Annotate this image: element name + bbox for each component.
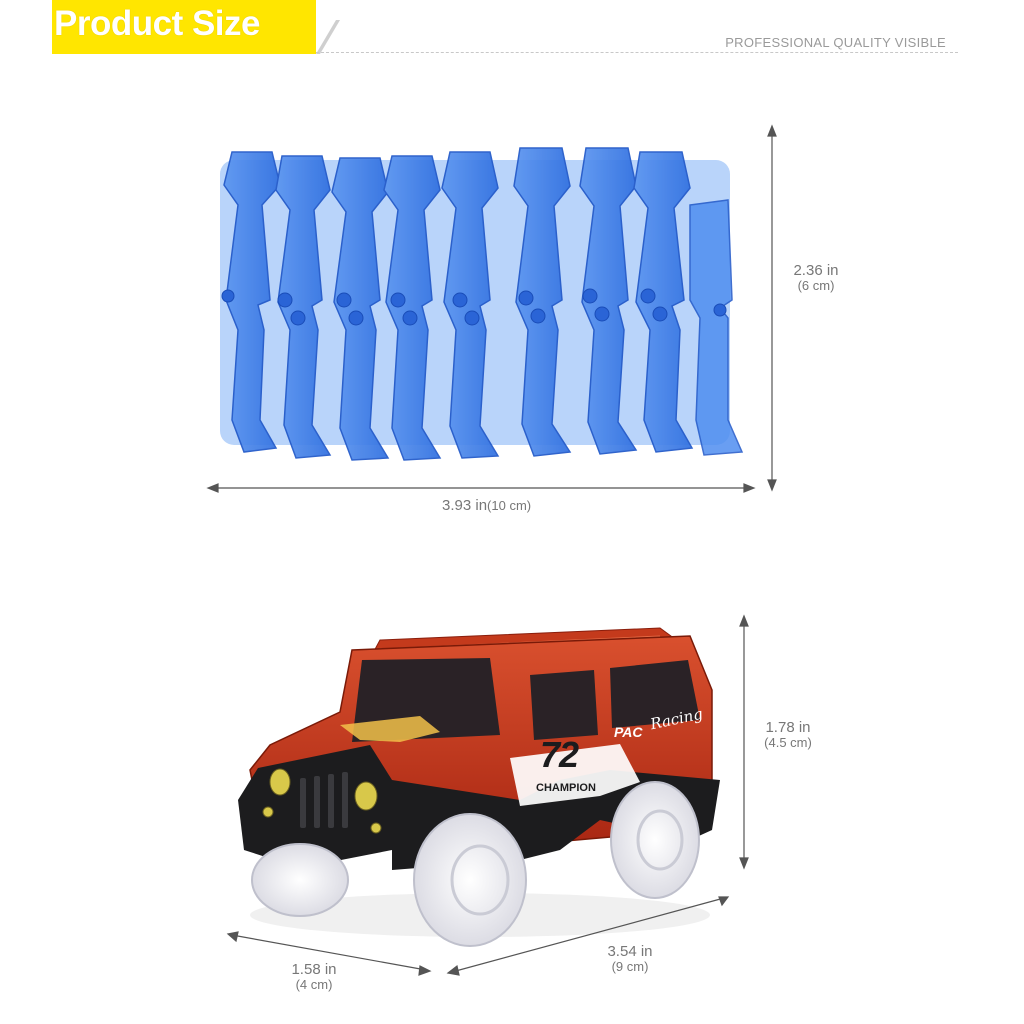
car-decal-number: 72 [540, 734, 579, 775]
car-height-cm: (4.5 cm) [764, 735, 812, 750]
page-title: Product Size [54, 4, 260, 43]
tagline: PROFESSIONAL QUALITY VISIBLE [725, 35, 946, 50]
car-width-in: 1.58 in [291, 961, 337, 978]
track-height-cm: (6 cm) [797, 278, 835, 293]
track-height-in: 2.36 in [793, 262, 839, 279]
car-height-in: 1.78 in [765, 719, 811, 736]
car-height-label [752, 719, 824, 750]
car-length-label [594, 943, 666, 974]
track-width-in: 3.93 in [442, 497, 488, 514]
car-length-in: 3.54 in [607, 943, 653, 960]
car-decal-champion: CHAMPION [536, 782, 596, 794]
car-decal-script: Racing [648, 704, 705, 734]
car-width-label [278, 961, 350, 992]
car-length-cm: (9 cm) [611, 959, 649, 974]
car-decal-brand: PAC [614, 724, 643, 740]
car-width-cm: (4 cm) [295, 977, 333, 992]
track-width-cm: (10 cm) [487, 498, 532, 513]
